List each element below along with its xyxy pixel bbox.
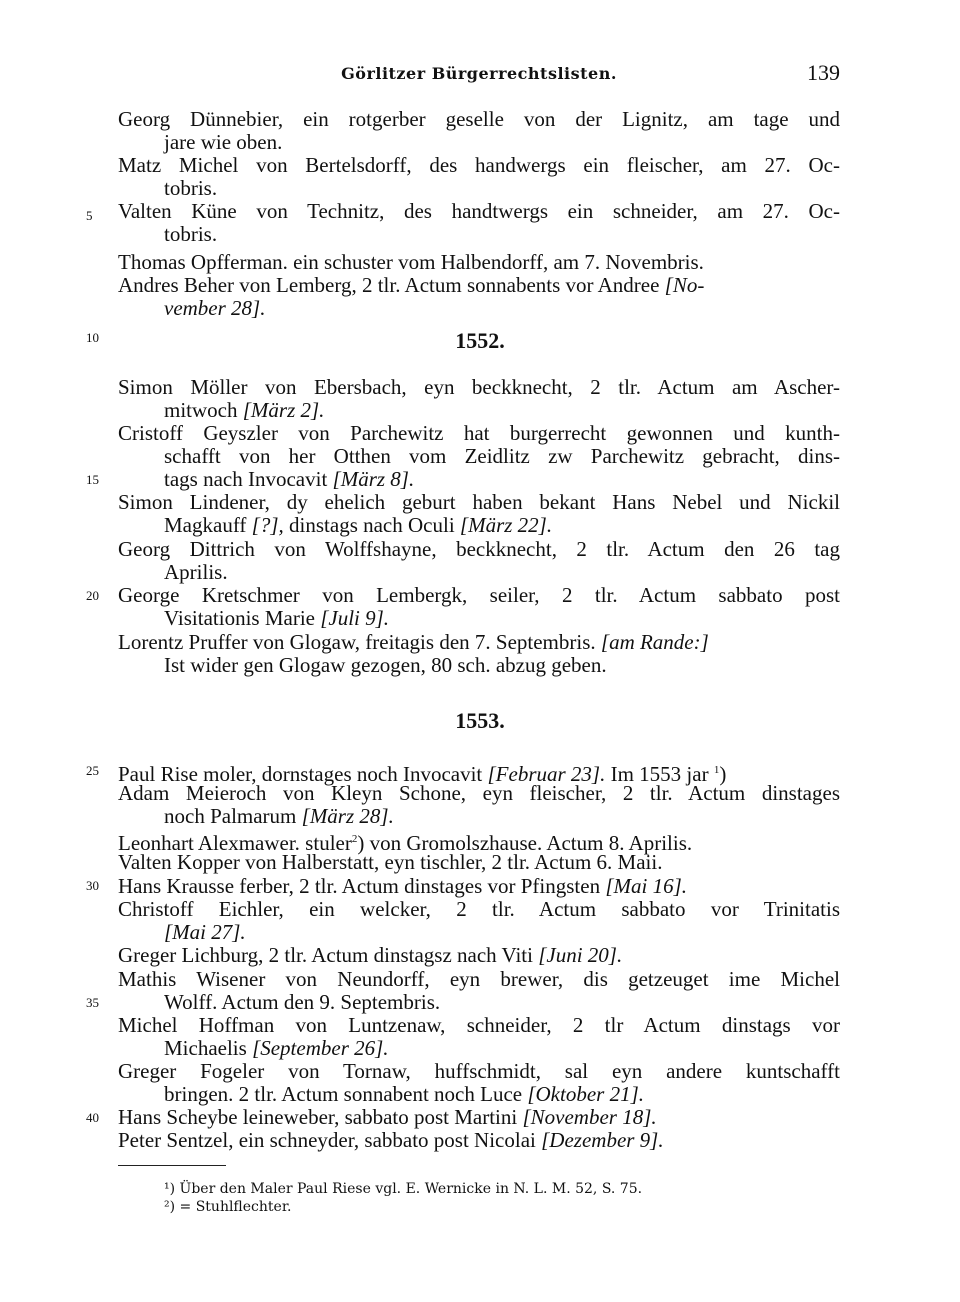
text-line: Matz Michel von Bertelsdorff, des handwergs ein fleischer, am 27. Oc- [118, 153, 840, 177]
text-line: Michel Hoffman von Luntzenaw, schneider, 2 tlr Actum dinstags vor [118, 1013, 840, 1037]
footnote: ²) = Stuhlflechter. [164, 1199, 292, 1215]
date-gloss: vember 28]. [164, 296, 266, 320]
text-line: George Kretschmer von Lembergk, seiler, 2 tlr. Actum sabbato post [118, 583, 840, 607]
text-line: Ist wider gen Glogaw gezogen, 80 sch. abzug geben. [164, 653, 607, 677]
date-gloss: [März 8]. [332, 467, 415, 491]
text-line: Cristoff Geyszler von Parchewitz hat burgerrecht gewonnen und kunth- [118, 421, 840, 445]
text-line: Aprilis. [164, 560, 228, 584]
editorial-note: [am Rande:] [600, 630, 709, 654]
entry-text: Hans Krausse ferber, 2 tlr. Actum dinstages vor Pfingsten [118, 874, 601, 898]
text-line: Georg Dittrich von Wolffshayne, beckknecht, 2 tlr. Actum den 26 tag [118, 537, 840, 561]
year-heading: 1552. [455, 328, 505, 353]
entry-text: Lorentz Pruffer von Glogaw, freitagis den 7. Septembris. [118, 630, 596, 654]
entry-text: ) [719, 762, 727, 786]
date-gloss: [Mai 16]. [605, 874, 688, 898]
line-number: 25 [86, 763, 99, 778]
date-gloss: [Oktober 21]. [527, 1082, 645, 1106]
entry-text: Im 1553 jar [610, 762, 709, 786]
entry-text: Visitationis Marie [164, 606, 315, 630]
entry-text: Peter Sentzel, ein schneyder, sabbato post Nicolai [118, 1128, 536, 1152]
entry-text: Greger Lichburg, 2 tlr. Actum dinstagsz nach Viti [118, 943, 533, 967]
text-line: tobris. [164, 222, 218, 246]
line-number: 35 [86, 995, 99, 1010]
page-header [118, 60, 840, 88]
text-line [118, 1106, 840, 1129]
text-line: Simon Möller von Ebersbach, eyn beckknecht, 2 tlr. Actum am Ascher- [118, 375, 840, 399]
text-line: schafft von her Otthen vom Zeidlitz zw Parchewitz gebracht, dins- [164, 444, 840, 468]
entry-text: mitwoch [164, 398, 238, 422]
text-line: Adam Meieroch von Kleyn Schone, eyn fleischer, 2 tlr. Actum dinstages [118, 781, 840, 805]
entry-text: Andres Beher von Lemberg, 2 tlr. Actum sonnabents vor Andree [118, 273, 660, 297]
entry-text: Michaelis [164, 1036, 247, 1060]
date-gloss: [Mai 27]. [164, 920, 246, 944]
text-line: Wolff. Actum den 9. Septembris. [164, 990, 441, 1014]
line-number: 10 [86, 330, 99, 345]
text-line [164, 1083, 840, 1106]
text-line [118, 875, 840, 898]
year-heading: 1553. [455, 708, 505, 733]
text-line: Valten Küne von Technitz, des handtwergs ein schneider, am 27. Oc- [118, 199, 840, 223]
text-line: Valten Kopper von Halberstatt, eyn tischler, 2 tlr. Actum 6. Maii. [118, 850, 663, 874]
date-gloss: [Dezember 9]. [541, 1128, 664, 1152]
entry-text: Magkauff [164, 513, 247, 537]
text-line [164, 607, 840, 630]
line-number: 40 [86, 1110, 99, 1125]
text-line: Thomas Opfferman. ein schuster vom Halbendorff, am 7. Novembris. [118, 250, 704, 274]
footnote-marker: 1 [713, 764, 720, 776]
date-gloss: [Juli 9]. [320, 606, 390, 630]
footnote-marker: 2 [351, 833, 358, 845]
entry-text: noch Palmarum [164, 804, 297, 828]
date-gloss: [?], [251, 513, 284, 537]
entry-text: bringen. 2 tlr. Actum sonnabent noch Luce [164, 1082, 523, 1106]
date-gloss: [März 2]. [242, 398, 325, 422]
text-line: Georg Dünnebier, ein rotgerber geselle von der Lignitz, am tage und [118, 107, 840, 131]
entry-text: tags nach Invocavit [164, 467, 328, 491]
entry-text: Paul Rise moler, dornstages noch Invocavit [118, 762, 483, 786]
date-gloss: [Juni 20]. [538, 943, 623, 967]
text-line: Simon Lindener, dy ehelich geburt haben bekant Hans Nebel und Nickil [118, 490, 840, 514]
text-line: jare wie oben. [164, 130, 283, 154]
entry-text: ) von Gromolszhause. Actum 8. Aprilis. [357, 831, 693, 855]
entry-text: dinstags nach Oculi [289, 513, 455, 537]
footnote: ¹) Über den Maler Paul Riese vgl. E. Wernicke in N. L. M. 52, S. 75. [164, 1181, 643, 1197]
date-gloss: [März 22]. [459, 513, 553, 537]
text-line [164, 1037, 840, 1060]
date-gloss: [März 28]. [301, 804, 394, 828]
date-gloss: [No- [664, 273, 705, 297]
text-line [118, 274, 840, 297]
text-line: Christoff Eichler, ein welcker, 2 tlr. Actum sabbato vor Trinitatis [118, 897, 840, 921]
text-line: Greger Fogeler von Tornaw, huffschmidt, sal eyn andere kuntschafft [118, 1059, 840, 1083]
line-number: 30 [86, 878, 99, 893]
text-line [164, 514, 840, 537]
footnote-rule [118, 1165, 226, 1166]
line-number: 5 [86, 208, 93, 223]
line-number: 20 [86, 588, 99, 603]
line-number: 15 [86, 472, 99, 487]
date-gloss: [November 18]. [522, 1105, 657, 1129]
text-line [164, 297, 840, 320]
text-line: Mathis Wisener von Neundorff, eyn brewer, dis getzeuget ime Michel [118, 967, 840, 991]
text-line [118, 944, 840, 967]
date-gloss: [September 26]. [252, 1036, 389, 1060]
entry-text: Hans Scheybe leineweber, sabbato post Martini [118, 1105, 518, 1129]
running-title: Görlitzer Bürgerrechtslisten. [341, 64, 617, 83]
text-line [118, 1129, 840, 1152]
text-line: tobris. [164, 176, 218, 200]
text-line [164, 805, 840, 828]
entry-text: Leonhart Alexmawer. stuler [118, 831, 352, 855]
text-line [118, 631, 840, 654]
page-number: 139 [807, 60, 840, 85]
date-gloss: [Februar 23]. [487, 762, 606, 786]
text-line [164, 921, 840, 944]
text-line [164, 468, 840, 491]
text-line [164, 399, 840, 422]
